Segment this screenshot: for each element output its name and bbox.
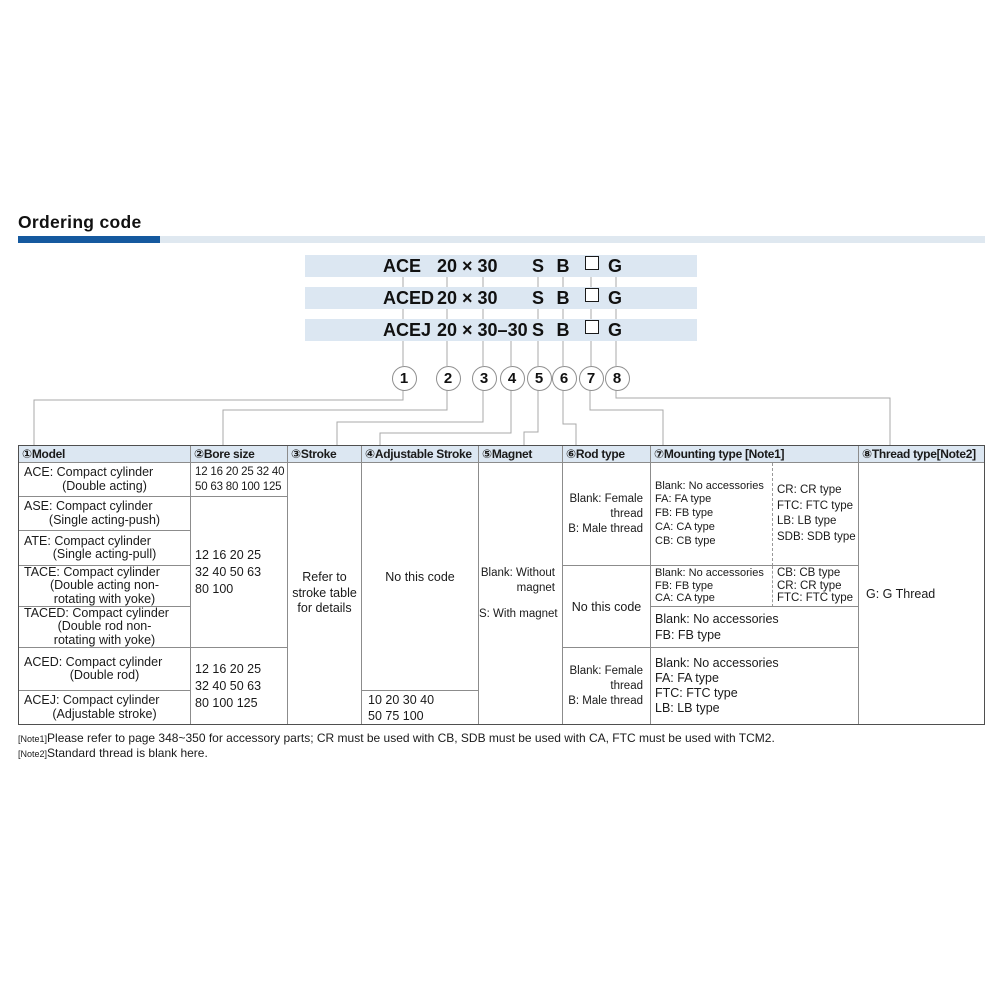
code-model: ACEJ <box>383 320 432 340</box>
rod-type-bottom: Blank: Female thread B: Male thread <box>563 648 651 724</box>
mounting-cell4: Blank: No accessories FA: FA type FTC: FTC type LB: LB type <box>651 648 859 724</box>
header-model: ①Model <box>19 446 191 463</box>
code-thread: G <box>607 288 623 308</box>
model-acej: ACEJ: Compact cylinder (Adjustable stroke) <box>19 691 191 724</box>
model-ace: ACE: Compact cylinder (Double acting) <box>19 463 191 497</box>
code-thread: G <box>607 320 623 340</box>
bore-size-mid-group: 12 16 20 25 32 40 50 63 80 100 <box>191 497 288 648</box>
mounting-cell1-left: Blank: No accessories FA: FA type FB: FB type CA: CA type CB: CB type <box>651 463 772 566</box>
position-circle-2: 2 <box>436 366 461 391</box>
bore-size-ace: 12 16 20 25 32 40 50 63 80 100 125 <box>191 463 288 497</box>
note-2-tag: [Note2] <box>18 749 48 759</box>
code-magnet: S <box>531 288 545 308</box>
adjustable-stroke-values: 10 20 30 40 50 75 100 <box>362 691 479 724</box>
header-rod-type: ⑥Rod type <box>563 446 651 463</box>
code-thread: G <box>607 256 623 276</box>
model-taced: TACED: Compact cylinder (Double rod non- rotating with yoke) <box>19 607 191 648</box>
ordering-code-table <box>18 445 985 725</box>
model-ate: ATE: Compact cylinder (Single acting-pull) <box>19 531 191 566</box>
header-adjustable-stroke: ④Adjustable Stroke <box>362 446 479 463</box>
code-rod: B <box>556 288 570 308</box>
model-aced: ACED: Compact cylinder (Double rod) <box>19 648 191 691</box>
code-bore-stroke: 20 × 30 <box>437 288 498 308</box>
header-bore-size: ②Bore size <box>191 446 288 463</box>
stroke-cell: Refer to stroke table for details <box>288 463 362 724</box>
position-circle-4: 4 <box>500 366 525 391</box>
bore-size-aced-acej: 12 16 20 25 32 40 50 63 80 100 125 <box>191 648 288 724</box>
model-tace: TACE: Compact cylinder (Double acting non- rotating with yoke) <box>19 566 191 607</box>
note-2 <box>18 744 208 762</box>
code-magnet: S <box>531 320 545 340</box>
position-circle-8: 8 <box>605 366 630 391</box>
code-rod: B <box>556 256 570 276</box>
position-circle-5: 5 <box>527 366 552 391</box>
position-circle-7: 7 <box>579 366 604 391</box>
mounting-cell2-right: CB: CB type CR: CR type FTC: FTC type <box>772 566 859 607</box>
header-magnet: ⑤Magnet <box>479 446 563 463</box>
code-bore-stroke: 20 × 30 <box>437 256 498 276</box>
adjustable-stroke-none: No this code <box>362 463 479 691</box>
note-1-text: Please refer to page 348~350 for accessory parts; CR must be used with CB, SDB must be used with CA, FTC must be used with TCM2. <box>47 731 775 745</box>
model-ase: ASE: Compact cylinder (Single acting-push) <box>19 497 191 531</box>
magnet-cell: Blank: Without magnet S: With magnet <box>479 463 563 724</box>
rod-type-none: No this code <box>563 566 651 648</box>
position-circle-6: 6 <box>552 366 577 391</box>
header-thread-type: ⑧Thread type[Note2] <box>859 446 984 463</box>
rod-type-top: Blank: Female thread B: Male thread <box>563 463 651 566</box>
code-model: ACE <box>383 256 422 276</box>
code-model: ACED <box>383 288 435 308</box>
header-mounting-type: ⑦Mounting type [Note1] <box>651 446 859 463</box>
header-stroke: ③Stroke <box>288 446 362 463</box>
code-bore-stroke: 20 × 30–30 <box>437 320 528 340</box>
note-2-text: Standard thread is blank here. <box>47 746 208 760</box>
thread-type-cell: G: G Thread <box>866 586 936 601</box>
mounting-cell1-right: CR: CR type FTC: FTC type LB: LB type SDB: SDB type <box>772 463 859 566</box>
position-circle-3: 3 <box>472 366 497 391</box>
mounting-cell3: Blank: No accessories FB: FB type <box>651 607 859 648</box>
code-magnet: S <box>531 256 545 276</box>
page-title: Ordering code <box>18 212 142 232</box>
code-rod: B <box>556 320 570 340</box>
position-circle-1: 1 <box>392 366 417 391</box>
mounting-cell2-left: Blank: No accessories FB: FB type CA: CA type <box>651 566 772 607</box>
note-1-tag: [Note1] <box>18 734 48 744</box>
